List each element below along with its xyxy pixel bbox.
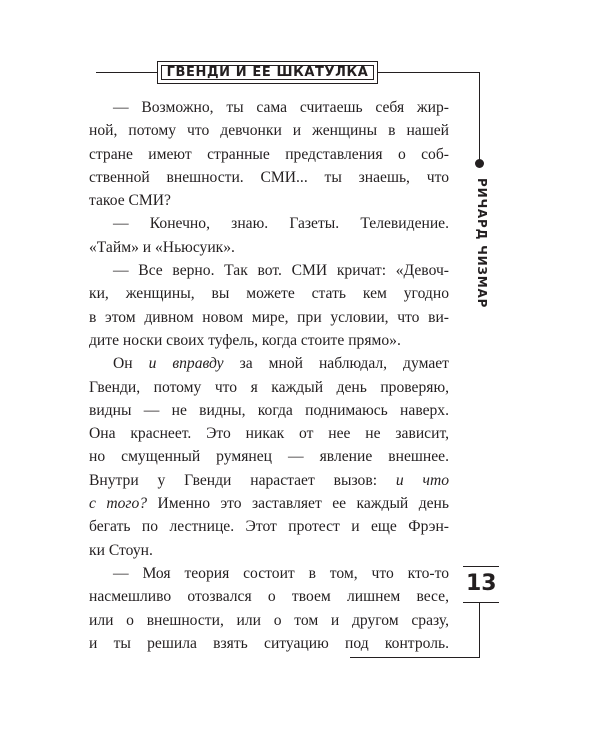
header-rule-right — [378, 72, 480, 73]
header-inner-frame — [161, 65, 374, 80]
text-line: Гвенди, потому что я каждый день проверяю, — [89, 378, 449, 396]
italic-fragment: и вправду — [148, 355, 224, 373]
footer-rule-vertical — [479, 602, 480, 658]
page-number-rule-bottom — [463, 602, 499, 603]
text-line — [89, 492, 449, 515]
text-line: Она краснеет. Это никак от нее не зависит, — [89, 425, 449, 443]
italic-fragment: с того? — [89, 495, 148, 513]
text-fragment: за мной наблюдал, думает — [223, 355, 449, 373]
text-line: и ты решила взять ситуацию под контроль. — [89, 634, 449, 652]
footer-rule — [350, 657, 480, 658]
author-name: РИЧАРД ЧИЗМАР — [475, 178, 489, 309]
text-line — [89, 469, 449, 492]
text-line: бегать по лестнице. Этот протест и еще Фрэн- — [89, 518, 449, 536]
text-line: — Все верно. Так вот. СМИ кричат: «Девоч- — [113, 262, 449, 280]
page-number: 13 — [466, 571, 497, 596]
text-line: ной, потому что девчонки и женщины в нашей — [89, 122, 449, 140]
text-line: но смущенный румянец — явление внешнее. — [89, 448, 449, 466]
text-line: насмешливо отозвался о твоем лишнем весе, — [89, 588, 449, 606]
body-text — [89, 96, 449, 655]
text-line: — Моя теория состоит в том, что кто-то — [113, 564, 449, 582]
header-rule-left — [96, 72, 157, 73]
text-line: ки, женщины, вы можете стать кем угодно — [89, 285, 449, 303]
text-line: ки Стоун. — [89, 541, 153, 559]
text-line — [89, 352, 449, 375]
text-line: или о внешности, или о том и другом сразу, — [89, 611, 449, 629]
running-header — [157, 61, 378, 84]
text-fragment: Он — [113, 355, 149, 373]
text-line: «Тайм» и «Ньюсуик». — [89, 238, 235, 256]
text-line: такое СМИ? — [89, 192, 171, 210]
text-line: ственной внешности. СМИ... ты знаешь, что — [89, 168, 449, 186]
page-number-rule-top — [463, 566, 499, 567]
text-line: видны — не видны, когда поднимаюсь наверх. — [89, 401, 449, 419]
text-line: дите носки своих туфель, когда стоите прямо». — [89, 331, 401, 349]
text-fragment: Внутри у Гвенди нарастает вызов: — [89, 471, 396, 489]
text-line: стране имеют странные представления о соб- — [89, 145, 449, 163]
text-line: в этом дивном новом мире, при условии, что ви- — [89, 308, 449, 326]
header-rule-vertical — [479, 72, 480, 160]
text-line: — Конечно, знаю. Газеты. Телевидение. — [113, 215, 449, 233]
text-line: — Возможно, ты сама считаешь себя жир- — [113, 99, 449, 116]
text-fragment: Именно это заставляет ее каждый день — [147, 495, 450, 513]
italic-fragment: и что — [395, 471, 450, 489]
header-rule-dot — [475, 159, 484, 168]
book-title: ГВЕНДИ И ЕЕ ШКАТУЛКА — [166, 65, 369, 80]
